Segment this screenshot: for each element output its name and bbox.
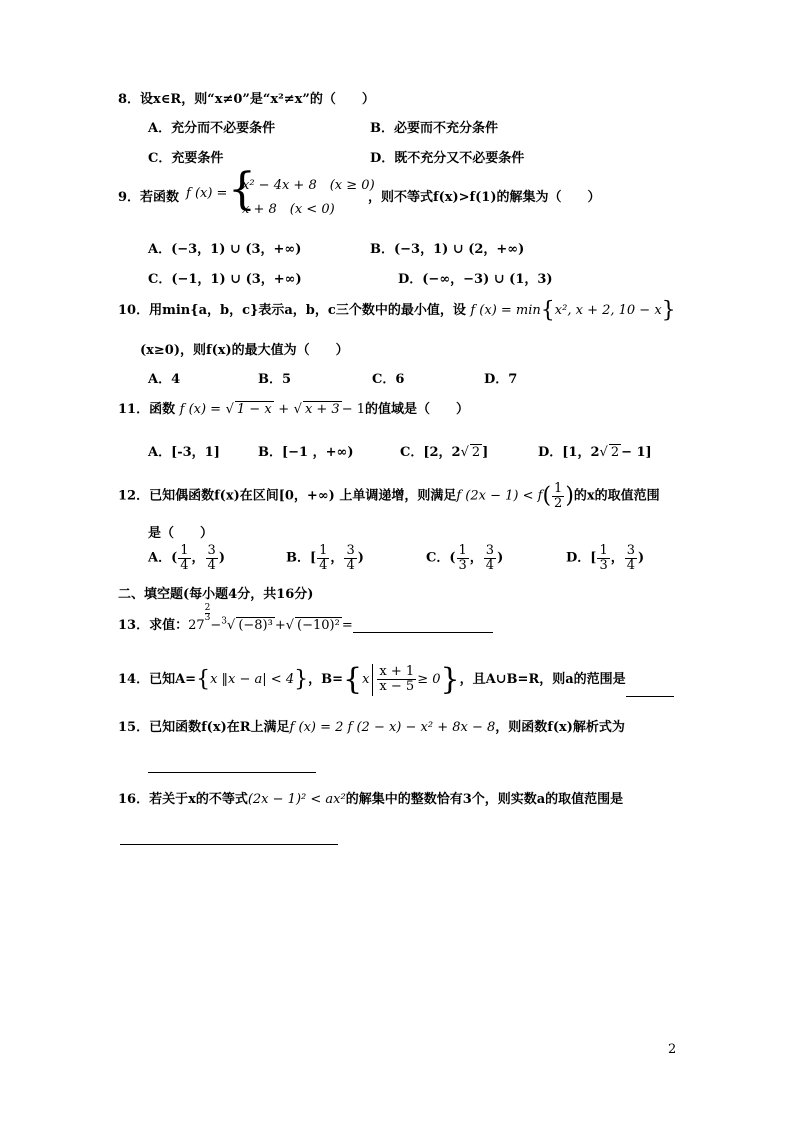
q12-d-sep: ， bbox=[610, 550, 624, 566]
question-14-stem bbox=[118, 662, 674, 697]
sqrt-icon: √ bbox=[460, 445, 469, 460]
q11-radicand-1: 1 − x bbox=[236, 402, 272, 417]
q10-option-a: A．4 bbox=[148, 372, 181, 387]
q12-d-num-1: 1 bbox=[599, 543, 608, 558]
q16-inequality: (2x − 1)² < ax² bbox=[247, 792, 346, 807]
q14-suffix: ，且A∪B=R，则a的范围是 bbox=[459, 672, 626, 687]
q14-set-a: x ‖x − a| < 4 bbox=[210, 672, 295, 687]
q12-a-sep: ， bbox=[191, 550, 205, 566]
q13-radicand-1: (−8)³ bbox=[238, 618, 273, 633]
q14-set-b-frac bbox=[377, 665, 416, 693]
q14-set-b-num: x + 1 bbox=[379, 664, 415, 680]
q11-minus-one: − 1 bbox=[341, 402, 365, 417]
q16-prefix: 16．若关于x的不等式 bbox=[118, 792, 248, 807]
q12-b-den-1: 4 bbox=[319, 557, 328, 573]
q12-b-sep: ， bbox=[330, 550, 344, 566]
q12-option-d bbox=[566, 544, 644, 572]
q12-a-pre: A．( bbox=[148, 550, 178, 566]
q11-option-b: B．[−1 ，+∞) bbox=[258, 445, 354, 460]
q9-option-c: C．(−1，1) ∪ (3，+∞) bbox=[148, 272, 302, 287]
q13-equals: = bbox=[341, 618, 353, 633]
q11-plus: + bbox=[278, 402, 290, 417]
q15-answer-blank[interactable] bbox=[148, 758, 316, 773]
q12-c-frac-1 bbox=[457, 544, 469, 572]
question-15-stem bbox=[118, 716, 625, 735]
q9-option-b: B．(−3，1) ∪ (2，+∞) bbox=[370, 242, 525, 257]
q12-half-den: 2 bbox=[554, 495, 563, 511]
q9-brace: { bbox=[228, 164, 256, 215]
q14-answer-blank[interactable] bbox=[626, 696, 674, 697]
q12-c-post: ) bbox=[497, 550, 504, 566]
q10-line-2: (x≥0)，则f(x)的最大值为（ ） bbox=[140, 343, 349, 358]
q11-d-post: − 1] bbox=[621, 445, 652, 460]
question-8-stem: 8．设x∈R，则“x≠0”是“x²≠x”的（ ） bbox=[118, 92, 375, 107]
q9-prefix: 9．若函数 bbox=[118, 190, 180, 205]
q14-b-brace-close: } bbox=[440, 662, 460, 697]
q10-option-b: B．5 bbox=[258, 372, 292, 387]
page-number: 2 bbox=[668, 1042, 677, 1057]
q9-suffix: ，则不等式f(x)>f(1)的解集为（ ） bbox=[368, 190, 601, 205]
q10-function: f (x) = min bbox=[470, 303, 541, 318]
q13-base: 27 bbox=[188, 618, 205, 633]
q12-c-num-1: 1 bbox=[458, 543, 467, 558]
q14-mid: ，B= bbox=[308, 672, 343, 687]
q14-set-b-bar bbox=[372, 664, 373, 696]
sqrt-icon: √ bbox=[599, 445, 608, 460]
q12-line-2: 是（ ） bbox=[148, 526, 214, 541]
sqrt-icon: √ bbox=[227, 618, 236, 633]
q9-case-2: x + 8 (x < 0) bbox=[242, 202, 335, 217]
q12-c-frac-2 bbox=[484, 544, 496, 572]
q13-radicand-2: (−10)² bbox=[297, 618, 340, 633]
q13-answer-blank[interactable] bbox=[353, 632, 493, 633]
q12-c-num-2: 3 bbox=[485, 543, 495, 558]
q12-a-den-1: 4 bbox=[180, 557, 189, 573]
q11-d-radicand: 2 bbox=[610, 445, 620, 460]
q12-b-num-1: 1 bbox=[319, 543, 328, 558]
q9-function: f (x) = bbox=[186, 186, 228, 201]
q15-prefix: 15．已知函数f(x)在R上满足 bbox=[118, 720, 290, 735]
q12-d-frac-2 bbox=[625, 544, 637, 572]
q10-args: x², x + 2, 10 − x bbox=[554, 303, 662, 318]
q11-c-pre: C．[2，2 bbox=[400, 445, 461, 460]
q13-prefix: 13．求值： bbox=[118, 618, 189, 633]
q12-paren-close: ) bbox=[565, 483, 574, 509]
section-2-heading: 二、填空题(每小题4分，共16分) bbox=[118, 587, 314, 602]
q11-radicand-2: x + 3 bbox=[304, 402, 340, 417]
question-16-stem bbox=[118, 788, 623, 807]
q12-c-sep: ， bbox=[469, 550, 483, 566]
q11-c-post: ] bbox=[482, 445, 489, 460]
q12-stem-text: 12．已知偶函数f(x)在区间[0，+∞) 上单调递增，则满足 bbox=[118, 488, 457, 504]
q11-option-c bbox=[400, 441, 488, 460]
q14-a-brace-open: { bbox=[196, 667, 211, 692]
q14-set-b-den: x − 5 bbox=[379, 679, 415, 694]
q10-left-brace: { bbox=[540, 298, 555, 323]
q11-option-d bbox=[538, 441, 652, 460]
q11-d-pre: D．[1，2 bbox=[538, 445, 600, 460]
q8-option-c: C．充要条件 bbox=[148, 151, 224, 166]
q11-suffix: 的值域是（ ） bbox=[365, 402, 470, 417]
q12-b-frac-2 bbox=[344, 544, 356, 572]
q12-b-post: ) bbox=[357, 550, 364, 566]
q12-d-post: ) bbox=[638, 550, 645, 566]
q11-prefix: 11．函数 bbox=[118, 402, 176, 417]
q14-b-brace-open: { bbox=[342, 662, 363, 697]
q12-a-den-2: 4 bbox=[207, 557, 216, 573]
q12-half bbox=[552, 482, 564, 510]
q12-d-frac-1 bbox=[597, 544, 609, 572]
q10-right-brace: } bbox=[661, 298, 676, 323]
q13-exp-num: 2 bbox=[204, 603, 211, 613]
question-13-stem bbox=[118, 603, 493, 633]
q12-a-frac-2 bbox=[206, 544, 218, 572]
q14-set-b-cond: ≥ 0 bbox=[417, 672, 441, 687]
q13-exponent bbox=[205, 604, 211, 623]
q14-set-b-var: x bbox=[362, 672, 370, 687]
q12-c-den-2: 4 bbox=[485, 557, 495, 573]
question-12-stem bbox=[118, 482, 660, 510]
q12-inequality: f (2x − 1) < f bbox=[456, 488, 543, 504]
q16-suffix: 的解集中的整数恰有3个，则实数a的取值范围是 bbox=[345, 792, 624, 807]
q14-a-brace-close: } bbox=[294, 667, 309, 692]
q12-half-num: 1 bbox=[554, 481, 563, 496]
q12-d-pre: D．[ bbox=[566, 550, 597, 566]
q12-b-pre: B．[ bbox=[286, 550, 317, 566]
q12-a-num-2: 3 bbox=[207, 543, 216, 558]
question-11-stem bbox=[118, 398, 469, 417]
q10-option-c: C．6 bbox=[372, 372, 405, 387]
q12-b-den-2: 4 bbox=[346, 557, 355, 573]
q12-d-num-2: 3 bbox=[626, 543, 636, 558]
q12-c-pre: C．( bbox=[426, 550, 456, 566]
sqrt-icon: √ bbox=[225, 402, 234, 417]
q12-c-den-1: 3 bbox=[458, 557, 467, 573]
q8-option-b: B．必要而不充分条件 bbox=[370, 121, 498, 136]
q12-option-c bbox=[426, 544, 503, 572]
q13-plus: + bbox=[274, 618, 286, 633]
q12-suffix: 的x的取值范围 bbox=[573, 488, 660, 504]
sqrt-icon: √ bbox=[293, 402, 302, 417]
q12-b-num-2: 3 bbox=[346, 543, 355, 558]
q10-option-d: D．7 bbox=[484, 372, 518, 387]
q9-case-1: x² − 4x + 8 (x ≥ 0) bbox=[242, 178, 375, 193]
q11-c-radicand: 2 bbox=[471, 445, 481, 460]
q12-b-frac-1 bbox=[317, 544, 329, 572]
q9-option-a: A．(−3，1) ∪ (3，+∞) bbox=[148, 242, 302, 257]
q8-option-d: D．既不充分又不必要条件 bbox=[370, 151, 525, 166]
q12-a-num-1: 1 bbox=[180, 543, 189, 558]
q12-a-frac-1 bbox=[178, 544, 190, 572]
q12-a-post: ) bbox=[218, 550, 225, 566]
q9-option-d: D．(−∞，−3) ∪ (1，3) bbox=[398, 272, 553, 287]
q12-paren-open: ( bbox=[542, 483, 552, 509]
q11-function: f (x) = bbox=[179, 402, 222, 417]
q12-option-a bbox=[148, 544, 225, 572]
q8-option-a: A．充分而不必要条件 bbox=[148, 121, 276, 136]
q13-exp-den: 3 bbox=[204, 613, 211, 623]
question-10-stem bbox=[118, 298, 676, 323]
q12-option-b bbox=[286, 544, 364, 572]
q12-d-den-1: 3 bbox=[599, 557, 608, 573]
q14-prefix: 14．已知A= bbox=[118, 672, 197, 687]
q12-d-den-2: 4 bbox=[626, 557, 636, 573]
q10-stem-text: 10．用min{a，b，c}表示a，b，c三个数中的最小值，设 bbox=[118, 303, 466, 318]
q15-suffix: ，则函数f(x)解析式为 bbox=[495, 720, 625, 735]
q11-option-a: A．[-3，1] bbox=[148, 445, 220, 460]
q15-equation: f (x) = 2 f (2 − x) − x² + 8x − 8 bbox=[289, 720, 496, 735]
q13-minus: − bbox=[210, 618, 222, 633]
q16-answer-blank[interactable] bbox=[120, 830, 338, 845]
sqrt-icon: √ bbox=[285, 618, 295, 633]
q13-root-index: 3 bbox=[221, 616, 228, 627]
